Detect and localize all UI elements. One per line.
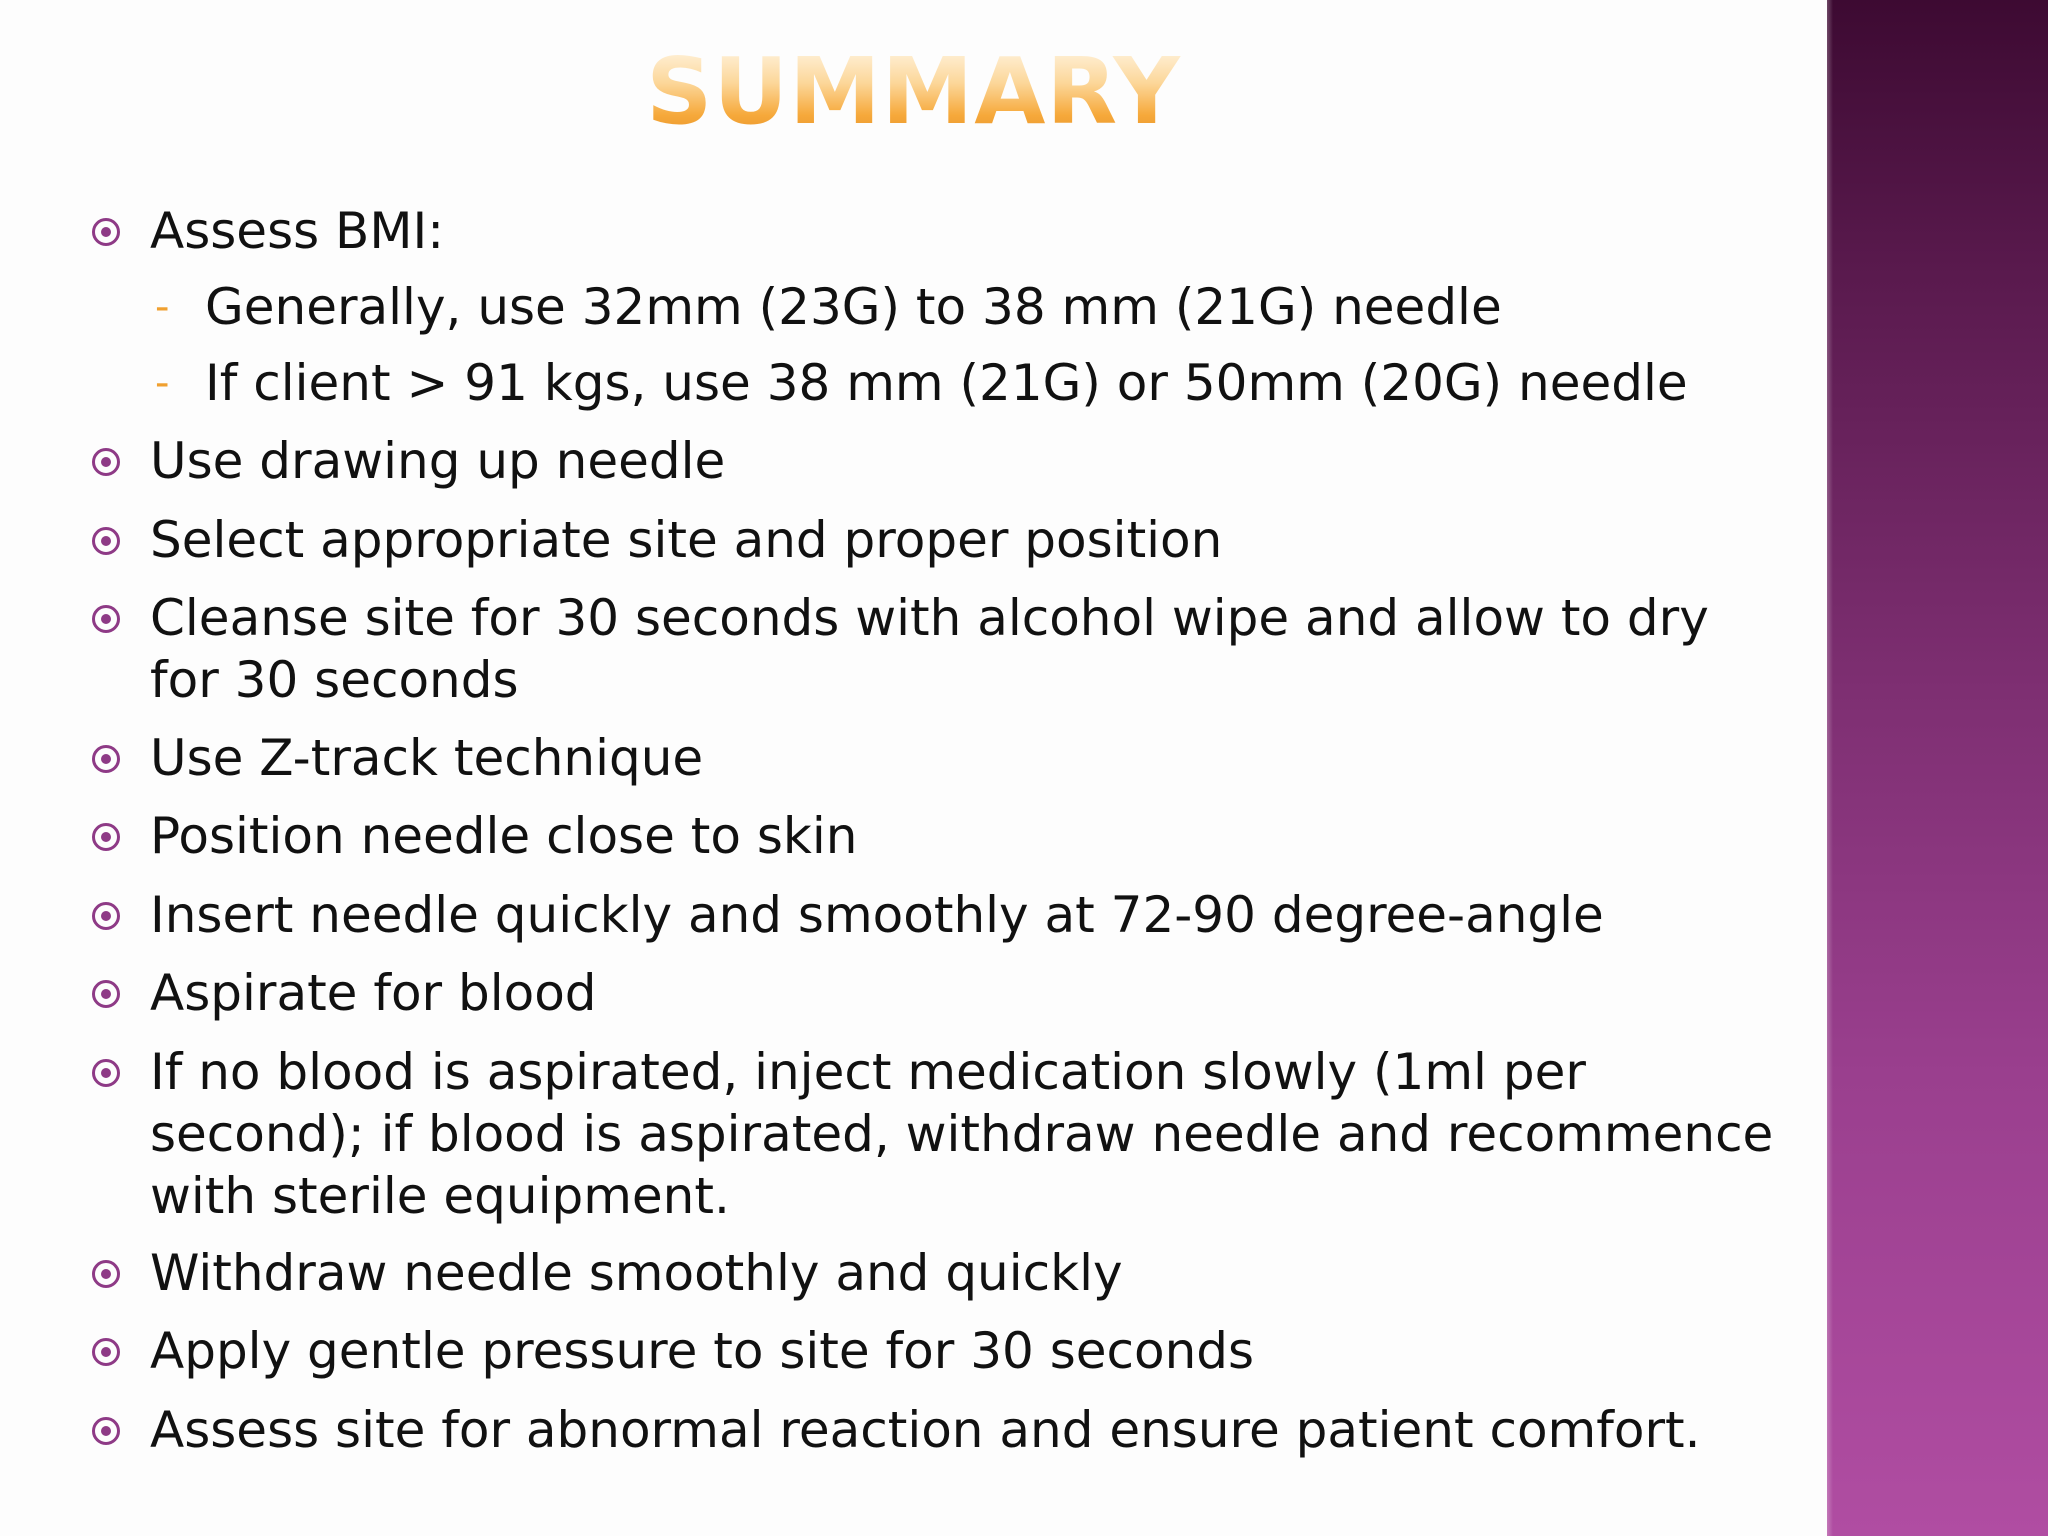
list-item-text: Aspirate for blood bbox=[150, 964, 597, 1022]
circle-dot-bullet-icon bbox=[92, 1260, 120, 1288]
list-item-text: Use Z-track technique bbox=[150, 729, 704, 787]
circle-dot-bullet-icon bbox=[92, 218, 120, 246]
list-item bbox=[150, 727, 1830, 789]
list-item bbox=[150, 509, 1830, 571]
list-item-text: Use drawing up needle bbox=[150, 432, 726, 490]
title-area bbox=[0, 38, 1827, 146]
circle-dot-bullet-icon bbox=[92, 1059, 120, 1087]
list-item bbox=[150, 1242, 1830, 1304]
list-item-text: Cleanse site for 30 seconds with alcohol wipe and allow to dry bbox=[150, 589, 1709, 647]
list-item bbox=[150, 1399, 1830, 1461]
list-item bbox=[150, 1320, 1830, 1382]
list-item-text: Apply gentle pressure to site for 30 seconds bbox=[150, 1322, 1255, 1380]
list-item bbox=[150, 200, 1830, 262]
list-item-text-continued: for 30 seconds bbox=[150, 651, 519, 709]
list-item-text: Position needle close to skin bbox=[150, 807, 858, 865]
list-item bbox=[150, 884, 1830, 946]
circle-dot-bullet-icon bbox=[92, 448, 120, 476]
decorative-side-panel bbox=[1827, 0, 2048, 1536]
circle-dot-bullet-icon bbox=[92, 902, 120, 930]
slide-title: SUMMARY bbox=[0, 46, 1827, 138]
circle-dot-bullet-icon bbox=[92, 745, 120, 773]
sub-list-item bbox=[155, 276, 1805, 338]
circle-dot-bullet-icon bbox=[92, 823, 120, 851]
list-item-text: Withdraw needle smoothly and quickly bbox=[150, 1244, 1123, 1302]
circle-dot-bullet-icon bbox=[92, 980, 120, 1008]
list-item-text-continued: with sterile equipment. bbox=[150, 1167, 730, 1225]
circle-dot-bullet-icon bbox=[92, 527, 120, 555]
sub-list-item-text: Generally, use 32mm (23G) to 38 mm (21G) needle bbox=[205, 278, 1502, 336]
list-item-text: Assess site for abnormal reaction and ensure patient comfort. bbox=[150, 1401, 1701, 1459]
dash-bullet-icon: - bbox=[155, 360, 170, 406]
list-item bbox=[150, 1041, 1830, 1227]
sub-list-item-text: If client > 91 kgs, use 38 mm (21G) or 50mm (20G) needle bbox=[205, 354, 1688, 412]
list-item-text: If no blood is aspirated, inject medication slowly (1ml per bbox=[150, 1043, 1586, 1101]
list-item bbox=[150, 430, 1830, 492]
circle-dot-bullet-icon bbox=[92, 1338, 120, 1366]
list-item bbox=[150, 805, 1830, 867]
list-item bbox=[150, 587, 1830, 711]
list-item bbox=[150, 962, 1830, 1024]
list-item-text: Insert needle quickly and smoothly at 72-90 degree-angle bbox=[150, 886, 1604, 944]
sub-list-item bbox=[155, 352, 1805, 414]
circle-dot-bullet-icon bbox=[92, 1417, 120, 1445]
list-item-text: Select appropriate site and proper position bbox=[150, 511, 1223, 569]
dash-bullet-icon: - bbox=[155, 284, 170, 330]
list-item-text: Assess BMI: bbox=[150, 202, 445, 260]
list-item-text-continued: second); if blood is aspirated, withdraw needle and recommence bbox=[150, 1105, 1774, 1163]
circle-dot-bullet-icon bbox=[92, 605, 120, 633]
